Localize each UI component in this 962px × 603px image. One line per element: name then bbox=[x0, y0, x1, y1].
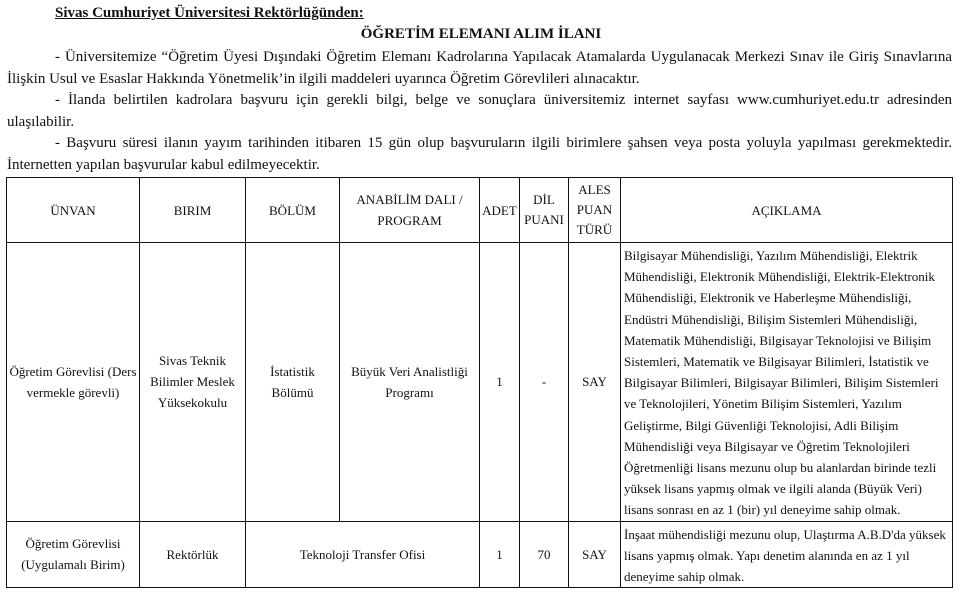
cell-dil-puani: - bbox=[520, 243, 569, 522]
announcement-title: ÖĞRETİM ELEMANI ALIM İLANI bbox=[360, 26, 602, 42]
issuer-heading: Sivas Cumhuriyet Üniversitesi Rektörlüğünden: bbox=[55, 5, 364, 21]
cell-unvan: Öğretim Görevlisi (Ders vermekle görevli) bbox=[7, 243, 140, 522]
cell-unvan: Öğretim Görevlisi (Uygulamalı Birim) bbox=[7, 521, 140, 588]
cell-adet: 1 bbox=[480, 243, 520, 522]
cell-bolum-anabilim-dali: Teknoloji Transfer Ofisi bbox=[246, 521, 480, 588]
cell-bolum: İstatistik Bölümü bbox=[246, 243, 340, 522]
cell-aciklama: İnşaat mühendisliği mezunu olup, Ulaştırma A.B.D'da yüksek lisans yapmış olmak. Yapı denetim alanında en az 1 yıl deneyime sahip olmak. bbox=[621, 521, 953, 588]
cell-dil-puani: 70 bbox=[520, 521, 569, 588]
table-row bbox=[7, 243, 953, 522]
header-bolum: BÖLÜM bbox=[246, 178, 340, 243]
cell-birim: Rektörlük bbox=[140, 521, 246, 588]
paragraph-info bbox=[7, 90, 952, 133]
paragraph-text: - Üniversitemize “Öğretim Üyesi Dışındaki Öğretim Elemanı Kadrolarına Yapılacak Atamalarda Uygulanacak Merkezi Sınav ile Giriş Sınavlarına İlişkin Usul ve Esaslar Hakkında Yönetmelik’in ilgili maddeleri uyarınca Öğretim Görevlileri alınacaktır. bbox=[7, 49, 952, 87]
table-header-row bbox=[7, 178, 953, 243]
header-aciklama: AÇIKLAMA bbox=[621, 178, 953, 243]
header-ales-puan-turu: ALES PUAN TÜRÜ bbox=[569, 178, 621, 243]
header-unvan: ÜNVAN bbox=[7, 178, 140, 243]
paragraph-deadline bbox=[7, 133, 952, 176]
paragraph-text: - Başvuru süresi ilanın yayım tarihinden itibaren 15 gün olup başvuruların ilgili birimlere şahsen veya posta yoluyla yapılması gerekmektedir. İnternetten yapılan başvurular kabul edilmeyecektir. bbox=[7, 135, 952, 173]
cell-anabilim-dali: Büyük Veri Analistliği Programı bbox=[340, 243, 480, 522]
cell-adet: 1 bbox=[480, 521, 520, 588]
cell-aciklama: Bilgisayar Mühendisliği, Yazılım Mühendisliği, Elektrik Mühendisliği, Elektronik Mühendisliği, Elektrik-Elektronik Mühendisliği, Elektronik ve Haberleşme Mühendisliği, Endüstri Mühendisliği, Bilişim Sistemleri Mühendisliği, Matematik Mühendisliği, Bilgisayar Teknolojisi ve Bilişim Sistemleri, Matematik ve Bilgisayar Bilimleri, İstatistik ve Bilgisayar Bilimleri, Bilgisayar Bilimleri, Bilişim Sistemleri ve Teknolojileri, Yönetim Bilişim Sistemleri, Yazılım Geliştirme, Bilgi Güvenliği Teknolojisi, Adli Bilişim Mühendisliği veya Bilgisayar ve Öğretim Teknolojileri Öğretmenliği lisans mezunu olup bu alanlardan birinde tezli yüksek lisans yapmış olmak ve ilgili alanda (Büyük Veri) lisans sonrası en az 1 (bir) yıl deneyime sahip olmak. bbox=[621, 243, 953, 522]
cell-ales-puan-turu: SAY bbox=[569, 521, 621, 588]
table-row bbox=[7, 521, 953, 588]
cell-birim: Sivas Teknik Bilimler Meslek Yüksekokulu bbox=[140, 243, 246, 522]
paragraph-regulation bbox=[7, 47, 952, 90]
paragraph-text: - İlanda belirtilen kadrolara başvuru için gerekli bilgi, belge ve sonuçlara üniversitemiz internet sayfası www.cumhuriyet.edu.tr adresinden ulaşılabilir. bbox=[7, 92, 952, 130]
header-anabilim-dali: ANABİLİM DALI / PROGRAM bbox=[340, 178, 480, 243]
header-adet: ADET bbox=[480, 178, 520, 243]
positions-table bbox=[6, 177, 953, 588]
cell-ales-puan-turu: SAY bbox=[569, 243, 621, 522]
header-dil-puani: DİL PUANI bbox=[520, 178, 569, 243]
header-birim: BIRIM bbox=[140, 178, 246, 243]
